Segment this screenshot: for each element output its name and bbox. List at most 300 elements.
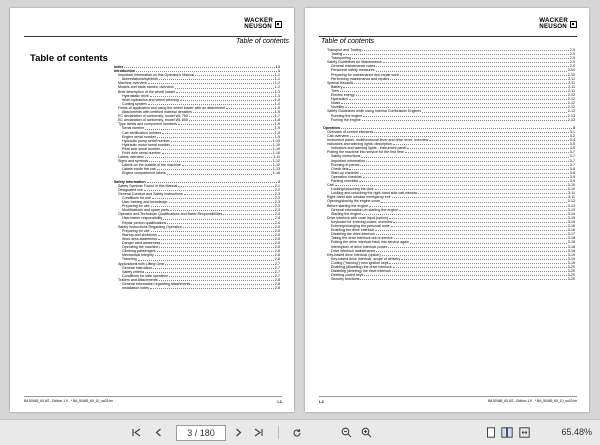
toc-entry-page: 3-16 <box>567 228 575 233</box>
toc-dot-leader <box>157 168 272 170</box>
toc-dot-leader <box>366 160 569 162</box>
toc-entry-page: 3-8 <box>569 166 575 171</box>
toc-entry-page: 2-10 <box>567 72 575 77</box>
toc-entry-title: Personnel safety measures <box>331 68 375 73</box>
toc-dot-leader <box>151 205 274 207</box>
toc-dot-leader <box>226 107 274 109</box>
next-page-button[interactable] <box>232 426 245 439</box>
header-rule <box>319 36 577 37</box>
toc-entry-page: 1-10 <box>272 138 280 143</box>
toc-dot-leader <box>182 164 272 166</box>
toc-entry-page: 2-5 <box>274 241 280 246</box>
toc-entry-title: Cab <box>327 183 334 188</box>
toc-dot-leader <box>392 196 568 198</box>
toc-dot-leader <box>422 111 567 113</box>
toc-dot-leader <box>393 221 566 223</box>
toc-entry-page: 2-12 <box>567 97 575 102</box>
toc-entry-page: 1-9 <box>274 130 280 135</box>
toc-entry-page: 2-8 <box>274 277 280 282</box>
toc-entry-page: 3-10 <box>567 187 575 192</box>
toc-entry-page: 3-15 <box>567 219 575 224</box>
toc-entry-title: Safety Guidelines for Maintenance <box>327 60 382 65</box>
toc-dot-leader <box>165 263 273 265</box>
toc-entry-title: General information on starting the engine <box>331 207 399 212</box>
toc-entry-page: 2-7 <box>274 269 280 274</box>
brand-line1: WACKER <box>244 17 273 24</box>
toc-entry-title: Conditions for safe operation <box>122 273 168 278</box>
toc-entry-title: Electric energy <box>331 93 355 98</box>
toc-entry-title: Performing maintenance and repairs <box>331 76 390 81</box>
toc-dot-leader <box>161 148 272 150</box>
toc-entry-page: 3-11 <box>568 191 575 196</box>
toc-entry-title: Operation <box>323 125 340 130</box>
toc-dot-leader <box>429 139 569 141</box>
toc-entry-title: Safety Instructions Regarding Operation <box>118 224 182 229</box>
toc-dot-leader <box>167 173 272 175</box>
toc-dot-leader <box>161 242 273 244</box>
toc-entry-title: Conditions for use <box>122 196 151 200</box>
brand-line2: NEUSON <box>244 23 272 31</box>
toc-entry-page: 3 <box>573 125 575 130</box>
toc-entry-page: 2-1 <box>274 183 280 188</box>
toc-entry-page: 3-13 <box>567 203 575 208</box>
toc-entry-title: Cab certification number <box>122 130 161 135</box>
toc-entry-title: Machine overview <box>118 81 147 86</box>
brand-line2: NEUSON <box>539 23 567 31</box>
toc-entry-page: 2-4 <box>274 212 280 217</box>
toc-entry-page: 2-9 <box>569 52 575 57</box>
toc-entry-page: 1-10 <box>272 146 280 151</box>
toc-dot-leader <box>360 172 569 174</box>
toc-entry-page: 1-5 <box>274 105 280 110</box>
toc-dot-leader <box>362 49 568 51</box>
toc-entry-title: Modifications and spare parts <box>122 208 169 213</box>
toc-dot-leader <box>376 250 566 252</box>
toc-entry-title: Labels on the outside of the machine <box>122 163 181 168</box>
toc-entry-title: Important information <box>331 158 365 163</box>
toc-entry-page: 2-6 <box>274 253 280 258</box>
toc-entry-page: 2 <box>278 179 280 184</box>
toc-entry-page: 2-4 <box>274 216 280 221</box>
toc-entry-page: 2-5 <box>274 236 280 241</box>
rotate-icon <box>292 428 302 438</box>
toc-entry-title: Before starting the engine <box>327 203 369 208</box>
toc-entry-page: 2-9 <box>569 60 575 65</box>
toc-dot-leader <box>149 160 272 162</box>
toc-dot-leader <box>410 242 567 244</box>
toc-entry-title: Disabling (deleting) the drive interlock <box>331 269 391 274</box>
toc-dot-leader <box>183 226 274 228</box>
toc-entry-page: 2-11 <box>568 88 575 93</box>
toc-dot-leader <box>157 250 274 252</box>
toc-dot-leader <box>399 209 567 211</box>
two-page-view-button[interactable] <box>500 426 513 439</box>
toc-list <box>114 65 280 290</box>
toc-entry-title: Operator and Technician Qualifications and Basic Responsibilities <box>118 212 223 217</box>
toc-entry-page: 2-8 <box>274 281 280 286</box>
toc-entry-title: Entering/changing the personal code <box>331 224 390 229</box>
toc-entry-title: Noise <box>331 101 341 106</box>
fit-width-icon <box>519 427 530 438</box>
toc-entry-page: 2-12 <box>567 93 575 98</box>
toc-dot-leader <box>349 98 567 100</box>
toc-entry-title: Front axle serial number <box>122 150 161 155</box>
toolbar-divider <box>278 426 279 439</box>
toc-entry-title: Safety criteria <box>122 269 144 274</box>
toc-dot-leader <box>349 168 568 170</box>
toc-dot-leader <box>389 217 567 219</box>
toc-entry-page: 3-18 <box>567 240 575 245</box>
toc-dot-leader <box>136 70 277 72</box>
zoom-out-icon <box>341 427 352 438</box>
toc-entry-page: I-1 <box>275 65 280 69</box>
toc-entry-page: 1-11 <box>273 155 280 160</box>
toc-entry-page: 3-1 <box>569 129 575 134</box>
toc-entry-page: 3-12 <box>567 199 575 204</box>
toc-entry-title: Attachments with certified material densities <box>122 110 192 115</box>
toc-entry-title: Overview of control elements <box>327 129 374 134</box>
toc-entry-page: 2-11 <box>568 76 575 81</box>
toc-dot-leader <box>335 184 567 186</box>
pdf-page-right <box>305 8 589 412</box>
toc-entry-title: Putting the drive interlock back into service again <box>331 240 409 245</box>
toc-entry-title: Type labels and component numbers <box>118 122 177 127</box>
chevron-left-icon <box>154 428 163 437</box>
toc-entry-title: Interruption of drive interlock power <box>331 244 388 249</box>
toc-entry-title: Brief description of the wheel loader <box>118 89 176 94</box>
toc-entry-page: 3-20 <box>567 273 575 278</box>
toc-dot-leader <box>374 131 568 133</box>
toc-dot-leader <box>418 192 567 194</box>
toc-entry-title: Indicators and warning lights - instrument panel <box>331 146 407 151</box>
last-page-icon <box>254 428 263 437</box>
toc-entry-title: Work area awareness <box>122 236 157 241</box>
toc-dot-leader <box>383 61 569 63</box>
toc-dot-leader <box>175 87 274 89</box>
toc-dot-leader <box>158 234 274 236</box>
toc-dot-leader <box>376 233 567 235</box>
toc-entry-page: 1-7 <box>274 114 280 119</box>
toc-entry-title: Check lists <box>331 166 349 171</box>
toc-entry-page: 3-9 <box>569 174 575 179</box>
toc-entry-page: 1-4 <box>274 101 280 106</box>
toc-entry-title: Abbreviations/symbols <box>122 77 158 82</box>
toc-entry-title: Enabling (disabling) the drive interlock <box>331 264 392 269</box>
toc-entry-page: 3-7 <box>569 154 575 159</box>
toc-entry-title: Climbing passengers <box>122 249 156 254</box>
toc-entry-title: Battery <box>331 84 343 89</box>
toc-entry-title: Preparing for use <box>122 204 150 209</box>
toc-entry-page: 3-20 <box>567 277 575 282</box>
toc-dot-leader <box>223 213 273 215</box>
page-footer <box>319 396 577 404</box>
toc-entry-page: 2-7 <box>274 265 280 270</box>
toc-entry[interactable] <box>323 277 575 281</box>
toc-entry-title: Putting the machine into service for the first time <box>327 150 404 155</box>
toc-entry-title: Labels inside the cab <box>122 167 156 172</box>
footer-doc-id: BA 50465_60 US - Edition 1.0 - * BA_50465_60_10_us03.fm <box>488 399 577 403</box>
toc-entry-page: 2-12 <box>567 105 575 110</box>
toc-dot-leader <box>145 128 273 130</box>
toc-entry-page: 2-2 <box>274 187 280 192</box>
toc-dot-leader <box>184 193 274 195</box>
toc-entry-page: 1-5 <box>274 110 280 115</box>
toc-entry-title: Fueling the engine <box>331 117 361 122</box>
toc-entry-title: Visibility <box>331 105 344 110</box>
toc-dot-leader <box>189 115 274 117</box>
toc-entry[interactable] <box>114 286 280 290</box>
toc-entry-page: 2-7 <box>274 261 280 266</box>
toc-entry-page: 2-13 <box>567 109 575 114</box>
toc-entry-page: 2-8 <box>274 286 280 291</box>
toc-entry-page: 2-11 <box>568 80 575 85</box>
toc-dot-leader <box>340 90 567 92</box>
toc-entry-page: 1-16 <box>272 171 280 176</box>
toc-entry-page: 2-11 <box>568 84 575 89</box>
toc-dot-leader <box>150 95 274 97</box>
toc-entry-page: 3-10 <box>567 183 575 188</box>
brand-text <box>244 18 273 31</box>
toc-entry-title: Safety information <box>114 179 146 184</box>
toc-entry-title: Safety Symbols Found in this Manual <box>118 183 178 188</box>
toc-dot-leader <box>364 274 566 276</box>
toc-dot-leader <box>354 82 567 84</box>
toc-entry-title: Running the engine <box>331 113 363 118</box>
toc-entry-page: 3-19 <box>567 252 575 257</box>
toc-entry-page: 3-15 <box>567 215 575 220</box>
toc-dot-leader <box>394 237 567 239</box>
toc-dot-leader <box>359 180 569 182</box>
toc-entry-page: 2-9 <box>569 56 575 61</box>
toc-dot-leader <box>343 86 567 88</box>
toc-entry-page: 1-9 <box>274 134 280 139</box>
page-number-input[interactable]: 3 / 180 <box>176 425 226 441</box>
toc-entry-page: 3-18 <box>567 236 575 241</box>
toc-dot-leader <box>178 185 273 187</box>
toc-entry-title: Parking checklist <box>331 179 358 183</box>
toc-entry-page: 3-14 <box>567 211 575 216</box>
toc-dot-leader <box>178 123 274 125</box>
toc-entry-title: Hydraulic pump serial number <box>122 138 170 143</box>
toc-entry-title: Startup and shutdown <box>122 232 157 237</box>
toc-dot-leader <box>392 270 567 272</box>
toc-entry-title: Start-up checklist <box>331 170 359 175</box>
toc-entry-title: Key-based drive interlock: scope of delivery <box>331 256 401 261</box>
toc-entry-page: 1-10 <box>272 150 280 155</box>
toc-dot-leader <box>167 222 273 224</box>
toc-entry-page: 3-17 <box>567 232 575 237</box>
toc-entry-page: 2-5 <box>274 232 280 237</box>
toc-dot-leader <box>393 143 569 145</box>
toc-entry-page: 3-19 <box>567 260 575 265</box>
toc-entry-page: 2-3 <box>274 204 280 209</box>
toc-dot-leader <box>152 197 274 199</box>
brand-text <box>539 18 568 31</box>
toc-dot-leader <box>170 209 274 211</box>
toc-dot-leader <box>388 246 567 248</box>
brand-line1: WACKER <box>539 17 568 24</box>
toc-entry-page: 1-9 <box>274 122 280 127</box>
toc-entry-title: General information regarding attachments <box>122 281 191 286</box>
toc-dot-leader <box>376 70 567 72</box>
toc-entry-title: Tires <box>331 88 339 93</box>
toc-dot-leader <box>341 102 567 104</box>
toc-entry-title: Towing <box>331 52 343 57</box>
toc-dot-leader <box>159 246 273 248</box>
toc-dot-leader <box>360 278 566 280</box>
toc-dot-leader <box>148 82 274 84</box>
brand-mark-icon <box>570 21 577 28</box>
page-footer <box>24 396 282 404</box>
toc-entry-title: Engine serial number <box>122 134 156 139</box>
toc-dot-leader <box>171 144 272 146</box>
toc-entry-title: Safety instructions <box>331 154 361 159</box>
toc-dot-leader <box>162 152 272 154</box>
toc-entry-title: General Conduct and Safety Instructions <box>118 191 183 196</box>
toc-dot-leader <box>169 201 274 203</box>
toc-entry-page: 1-1 <box>274 73 280 78</box>
toc-entry-page: 3-7 <box>569 150 575 155</box>
toc-entry-title: General maintenance notes <box>331 64 376 69</box>
zoom-out-button[interactable] <box>340 426 353 439</box>
toc-entry-page: 2-4 <box>274 220 280 225</box>
toc-entry-page: 3-20 <box>567 269 575 274</box>
toc-dot-leader <box>191 283 273 285</box>
toc-entry-page: 3-5 <box>569 146 575 151</box>
toc-entry-page: 3-19 <box>567 256 575 261</box>
toc-entry-page: 2-3 <box>274 200 280 205</box>
toc-entry-title: User training and knowledge <box>122 200 168 205</box>
toc-dot-leader <box>341 127 572 129</box>
toc-dot-leader <box>144 189 274 191</box>
toc-dot-leader <box>153 267 274 269</box>
toc-entry-title: Engine compartment labels <box>122 171 166 176</box>
toc-entry-page: 2-5 <box>274 224 280 229</box>
toc-dot-leader <box>343 53 569 55</box>
toc-entry-title: Rear axle serial number <box>122 146 161 151</box>
toc-entry-title: Models and trade names; overview <box>118 85 174 90</box>
toc-dot-leader <box>151 230 274 232</box>
toc-dot-leader <box>145 271 274 273</box>
toc-entry-title: Transporting <box>331 56 352 61</box>
zoom-level[interactable]: 65.48% <box>561 427 592 437</box>
fit-page-button[interactable] <box>518 426 531 439</box>
toc-entry-page: 3-18 <box>567 248 575 253</box>
toc-entry-page: 2-9 <box>569 48 575 52</box>
toc-dot-leader <box>405 151 569 153</box>
toc-entry-title: Enabling the drive interlock <box>331 228 375 233</box>
toc-entry-title: Starting the engine <box>331 211 362 216</box>
toc-list <box>323 48 575 281</box>
toc-entry-page: 2-5 <box>274 245 280 250</box>
toc-dot-leader <box>350 135 569 137</box>
header-rule <box>24 36 282 37</box>
single-page-view-button[interactable] <box>484 426 497 439</box>
toc-dot-leader <box>193 111 274 113</box>
toc-entry-title: Installation notes <box>122 286 149 291</box>
toc-entry-title: Serial number <box>122 126 145 131</box>
toc-entry-title: Instrument panel, multifunctional lever and drive lever; overview <box>327 138 429 143</box>
toc-entry-title: Keyboard for entering codes; overview <box>331 219 393 224</box>
toc-dot-leader <box>361 156 568 158</box>
toc-entry-title: Repair person qualifications <box>122 220 167 225</box>
toc-entry-title: Signs and symbols <box>118 159 149 164</box>
toc-entry-page: 1-8 <box>274 118 280 123</box>
toc-entry-title: Preparing for maintenance and repair work <box>331 72 400 77</box>
toc-entry-title: Designated use <box>118 187 143 192</box>
zoom-in-button[interactable] <box>360 426 373 439</box>
toc-entry-title: Hydrostatic drive <box>122 93 149 98</box>
toc-dot-leader <box>138 259 274 261</box>
rotate-button[interactable] <box>290 426 303 439</box>
toc-entry-page: 3-4 <box>569 138 575 143</box>
toc-dot-leader <box>407 147 568 149</box>
toc-entry-page: 1 <box>278 69 280 74</box>
toc-entry-page: 3-13 <box>567 207 575 212</box>
toc-dot-leader <box>381 201 566 203</box>
toc-entry-title: Key-based drive interlock (option) <box>327 252 381 257</box>
previous-page-button[interactable] <box>152 426 165 439</box>
toc-entry-title: General instruction <box>122 265 153 270</box>
toc-dot-leader <box>390 78 567 80</box>
toc-entry-title: Running-in period <box>331 162 360 167</box>
toc-entry-page: 2-3 <box>274 208 280 213</box>
last-page-button[interactable] <box>252 426 265 439</box>
toc-entry-page: 3-8 <box>569 170 575 175</box>
toc-entry-title: EC declaration of conformity, model WL 750 <box>118 114 188 119</box>
toc-entry-page: 3-18 <box>567 244 575 249</box>
toc-entry-page: 3-5 <box>569 142 575 147</box>
toc-entry-page: 1-1 <box>274 77 280 82</box>
running-header: Table of contents <box>236 38 290 45</box>
brand-logo <box>244 18 282 31</box>
toc-entry-page: 2-6 <box>274 257 280 262</box>
toc-entry-title: Work hydraulics and wheel steering <box>122 97 179 102</box>
page-title: Table of contents <box>30 53 108 64</box>
toc-entry-title: Drive interlock maintenance <box>331 248 376 253</box>
toc-entry-title: Operation checklist <box>331 174 362 179</box>
pdf-viewer-toolbar <box>0 419 600 445</box>
toc-dot-leader <box>124 66 274 68</box>
toc-entry-page: 1-9 <box>274 126 280 131</box>
toc-entry-page: 1-2 <box>274 85 280 90</box>
first-page-button[interactable] <box>130 426 143 439</box>
toc-entry-page: 1-12 <box>272 159 280 164</box>
toc-entry-title: Drive interlock with code input (option) <box>327 215 388 220</box>
toc-dot-leader <box>391 225 567 227</box>
toc-entry-page: 1-2 <box>274 81 280 86</box>
toc-dot-leader <box>369 205 567 207</box>
toc-entry-title: Labels overview <box>118 155 144 160</box>
toc-entry-page: 1-3 <box>274 97 280 102</box>
toc-dot-leader <box>393 266 567 268</box>
toc-entry-page: 3-7 <box>569 162 575 167</box>
brand-mark-icon <box>275 21 282 28</box>
toc-dot-leader <box>162 132 274 134</box>
toc-entry-title: Important information on this Operator's Manual <box>118 73 194 78</box>
toc-entry-title: Transport and Towing <box>327 48 362 52</box>
toc-entry-page: 2-6 <box>274 249 280 254</box>
toc-entry-title: Cab overview <box>327 133 349 138</box>
toc-entry-title: Security functions <box>331 277 360 282</box>
toc-entry-page: 2-3 <box>274 191 280 196</box>
toc-dot-leader <box>195 74 274 76</box>
toc-dot-leader <box>375 188 567 190</box>
single-page-icon <box>486 427 496 438</box>
toc-entry-title: Opening/closing the engine cover <box>327 199 381 204</box>
toc-entry-title: Traveling <box>122 257 137 262</box>
toc-entry-title: Disabling the drive interlock <box>331 232 375 237</box>
